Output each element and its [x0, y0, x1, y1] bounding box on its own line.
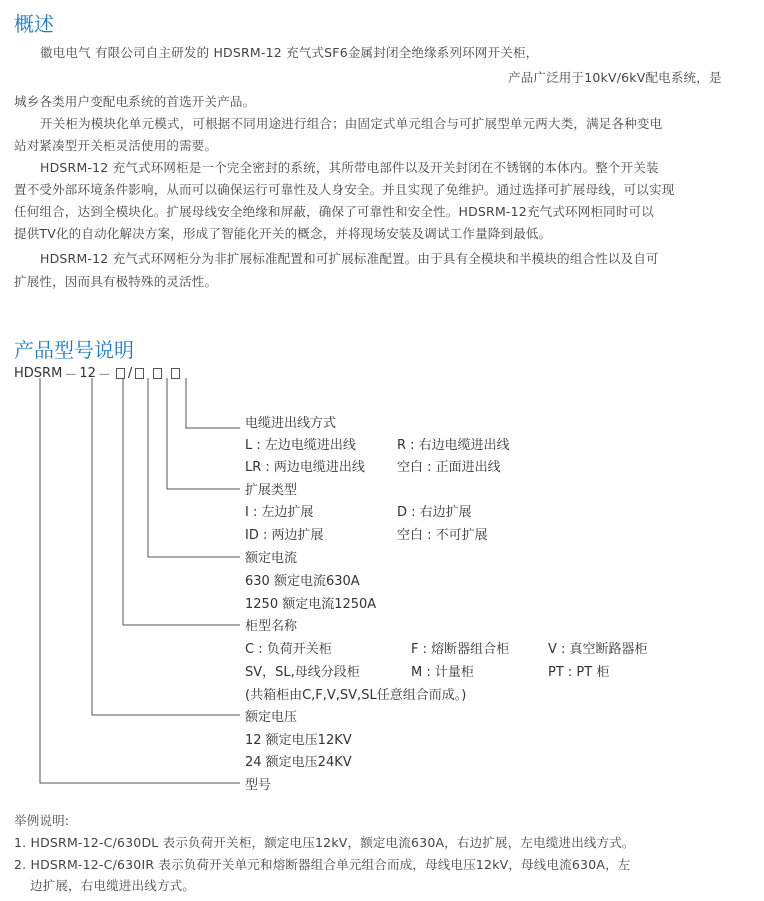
ext-title: 扩展类型 [245, 483, 298, 498]
overview-line: 徽电电气 有限公司自主研发的 HDSRM-12 充气式SF6金属封闭全绝缘系列环网开关柜， [40, 45, 539, 60]
cabinet-V: V : 真空断路器柜 [548, 642, 648, 657]
ext-I: I : 左边扩展 [245, 505, 314, 520]
ext-blank: 空白 : 不可扩展 [397, 528, 488, 543]
voltage-24: 24 额定电压24KV [245, 755, 352, 770]
example-2: 2. HDSRM-12-C/630IR 表示负荷开关单元和熔断器组合单元组合而成，母线电压12kV，母线电流630A，左 [14, 857, 631, 872]
overview-title: 概述 [14, 12, 54, 36]
cabinet-title: 柜型名称 [245, 619, 298, 634]
model-dash: － [97, 368, 111, 383]
overview-line: HDSRM-12 充气式环网柜是一个完全密封的系统，其所带电部件以及开关封闭在不锈钢的本体内。整个开关装 [40, 160, 659, 175]
overview-line: 城乡各类用户变配电系统的首选开关产品。 [14, 94, 256, 109]
ext-ID: ID : 两边扩展 [245, 528, 324, 543]
current-title: 额定电流 [245, 551, 298, 566]
cabinet-PT: PT : PT 柜 [548, 665, 610, 680]
ext-D: D : 右边扩展 [397, 505, 472, 520]
overview-line: HDSRM-12 充气式环网柜分为非扩展标准配置和可扩展标准配置。由于具有全模块和半模块的组合性以及自可 [40, 251, 659, 266]
model-title: 产品型号说明 [14, 338, 134, 362]
overview-line: 开关柜为模块化单元模式，可根据不同用途进行组合；由固定式单元组合与可扩展型单元两大类，满足各种变电 [40, 116, 663, 131]
model-voltage: 12 [79, 366, 96, 381]
overview-line: 产品广泛用于10kV/6kV配电系统，是 [508, 70, 722, 85]
model-prefix: HDSRM [14, 366, 63, 381]
cable-title: 电缆进出线方式 [245, 416, 337, 431]
voltage-title: 额定电压 [245, 710, 298, 725]
overview-line: 任何组合，达到全模块化。扩展母线安全绝缘和屏蔽，确保了可靠性和安全性。HDSRM-12充气式环网柜同时可以 [14, 204, 654, 219]
cabinet-M: M : 计量柜 [411, 665, 474, 680]
overview-line: 扩展性，因而具有极特殊的灵活性。 [14, 274, 218, 289]
type-label: 型号 [245, 778, 272, 793]
current-1250: 1250 额定电流1250A [245, 597, 377, 612]
examples-title: 举例说明: [14, 813, 70, 828]
overview-line: 置不受外部环境条件影响，从而可以确保运行可靠性及人身安全。并且实现了免维护。通过选择可扩展母线，可以实现 [14, 182, 675, 197]
voltage-12: 12 额定电压12KV [245, 733, 352, 748]
cable-LR: LR : 两边电缆进出线 [245, 460, 365, 475]
cabinet-C: C : 负荷开关柜 [245, 642, 332, 657]
cabinet-note: (共箱柜由C,F,V,SV,SL任意组合而成。) [245, 688, 467, 703]
example-1: 1. HDSRM-12-C/630DL 表示负荷开关柜，额定电压12kV，额定电流630A，右边扩展，左电缆进出线方式。 [14, 835, 635, 850]
cable-blank: 空白 : 正面进出线 [397, 460, 501, 475]
cabinet-SV: SV，SL,母线分段柜 [245, 665, 360, 680]
current-630: 630 额定电流630A [245, 574, 360, 589]
cabinet-F: F : 熔断器组合柜 [411, 642, 510, 657]
overview-line: 提供TV化的自动化解决方案，形成了智能化开关的概念，并将现场安装及调试工作量降到最低。 [14, 226, 552, 241]
example-2-cont: 边扩展，右电缆进出线方式。 [30, 878, 196, 893]
cable-L: L : 左边电缆进出线 [245, 438, 356, 453]
cable-R: R : 右边电缆进出线 [397, 438, 510, 453]
model-slash: / [127, 366, 133, 381]
overview-line: 站对紧凑型开关柜灵活使用的需要。 [14, 138, 218, 153]
model-dash: － [64, 368, 78, 383]
